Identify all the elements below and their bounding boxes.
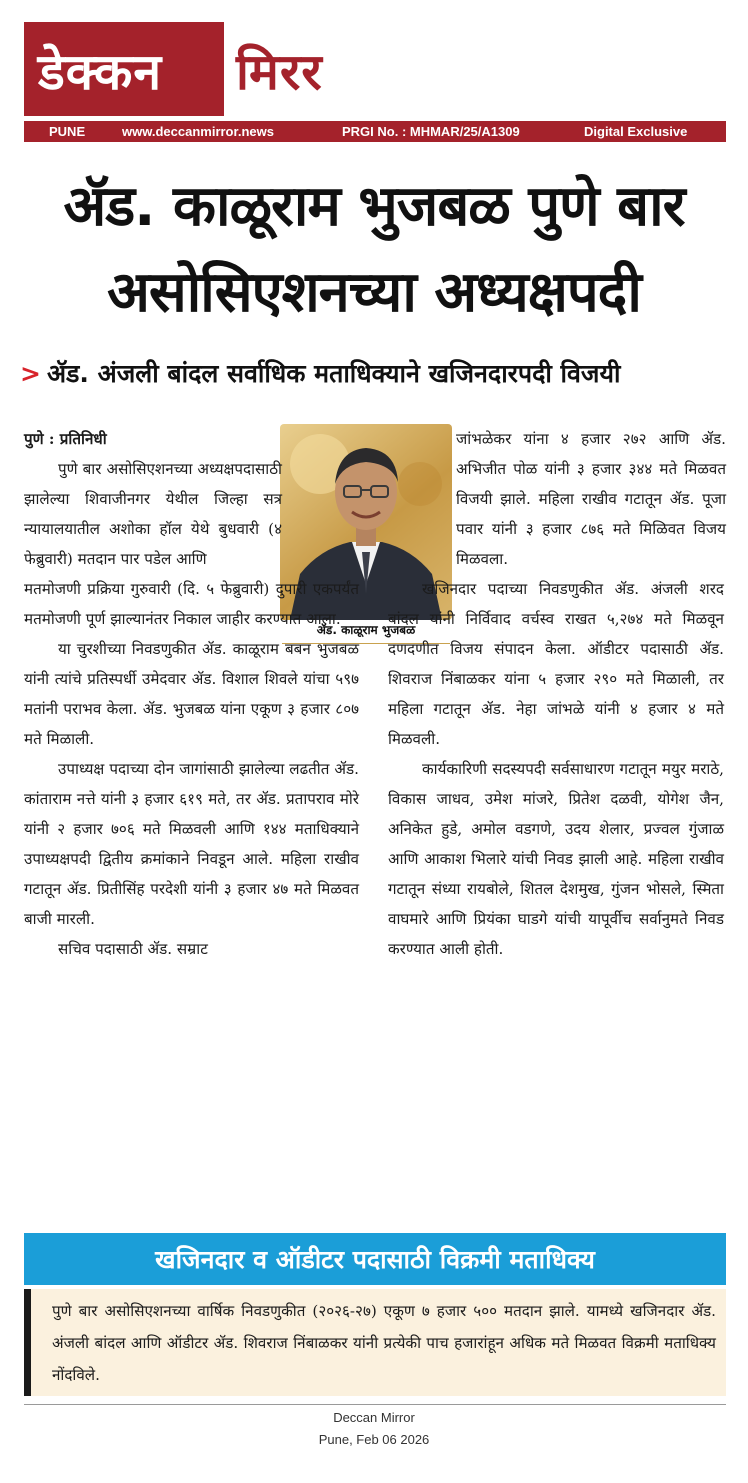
photo-caption: ॲड. काळूराम भुजबळ (316, 623, 416, 637)
highlight-accent-bar (24, 1289, 31, 1396)
masthead-logo-red: मिरर (236, 43, 323, 101)
paragraph-2: या चुरशीच्या निवडणुकीत ॲड. काळूराम बबन भुजबळ यांनी त्यांचे प्रतिस्पर्धी उमेदवार ॲड. विशाल शिवले यांचा ५९७ मतांनी पराभव केला. ॲड. भुजबळ यांना एकूण ३ हजार ८०७ मते मिळाली. (24, 640, 359, 748)
footer-place-date: Pune, Feb 06 2026 (318, 1432, 430, 1447)
masthead-website[interactable]: www.deccanmirror.news (122, 124, 274, 139)
masthead-logo-box (24, 22, 224, 116)
paragraph-1a: पुणे बार असोसिएशनच्या अध्यक्षपदासाठी झालेल्या शिवाजीनगर येथील जिल्हा सत्र न्यायालयातील अशोका हॉल येथे बुधवारी (४ फेब्रुवारी) मतदान पार पडेल आणि (24, 460, 282, 568)
article-column-right (388, 424, 724, 964)
footer-divider (24, 1404, 726, 1405)
highlight-text: पुणे बार असोसिएशनच्या वार्षिक निवडणुकीत (२०२६-२७) एकूण ७ हजार ५०० मतदान झाले. यामध्ये खजिनदार ॲड. अंजली बांदल आणि ऑडीटर ॲड. शिवराज निंबाळकर यांनी प्रत्येकी पाच हजारांहून अधिक मते मिळवत विक्रमी मताधिक्य नोंदविले. (52, 1302, 716, 1384)
masthead-city: PUNE (49, 124, 86, 139)
masthead-info-strip (24, 121, 726, 142)
highlight-title-bar (24, 1233, 726, 1285)
masthead-prgi: PRGI No. : MHMAR/25/A1309 (342, 124, 520, 139)
paragraph-3: उपाध्यक्ष पदाच्या दोन जागांसाठी झालेल्या लढतीत ॲड. कांताराम नत्ते यांनी ३ हजार ६१९ मते, तर ॲड. प्रतापराव मोरे यांनी २ हजार ७०६ मते मिळवली आणि १४४ मताधिक्याने उपाध्यक्षपदी द्वितीय क्रमांकाने निवडून आले. महिला राखीव गटातून ॲड. प्रितीसिंह परदेशी यांनी ३ हजार ४७ मते मिळवत बाजी मारली. (24, 760, 359, 928)
paragraph-6: खजिनदार पदाच्या निवडणुकीत ॲड. अंजली शरद बांदल यांनी निर्विवाद वर्चस्व राखत ५,२७४ मते मिळवून दणदणीत विजय संपादन केला. ऑडीटर पदासाठी ॲड. शिवराज निंबाळकर यांना ५ हजार २९० मते मिळाली, तर महिला गटातून ॲड. नेहा जांभळे यांनी ४ हजार ४ मते मिळवली. (388, 580, 724, 748)
dateline: पुणे : प्रतिनिधी (24, 430, 107, 448)
headline-line-2: असोसिएशनच्या अध्यक्षपदी (107, 260, 641, 325)
masthead-logo-white: डेक्कन (38, 43, 163, 101)
masthead (24, 22, 726, 116)
headline-line-1: ॲड. काळूराम भुजबळ पुणे बार (63, 174, 685, 239)
highlight-title: खजिनदार व ऑडीटर पदासाठी विक्रमी मताधिक्य (155, 1245, 595, 1274)
masthead-edition: Digital Exclusive (584, 124, 688, 139)
subheading-text: ॲड. अंजली बांदल सर्वाधिक मताधिक्याने खजिनदारपदी विजयी (46, 359, 621, 388)
subheading (20, 356, 730, 390)
paragraph-7: कार्यकारिणी सदस्यपदी सर्वसाधारण गटातून मयुर मराठे, विकास जाधव, उमेश मांजरे, प्रितेश दळवी, योगेश जैन, अनिकेत हुडे, अमोल वडगणे, उदय शेलार, प्रज्वल गुंजाळ आणि आकाश भिलारे यांची निवड झाली आहे. महिला राखीव गटातून संध्या रायबोले, शितल देशमुख, गुंजन भोसले, स्मिता वाघमारे आणि प्रियंका घाडगे यांची यापूर्वीच सर्वानुमते निवड करण्यात आली होती. (388, 760, 724, 958)
paragraph-4: सचिव पदासाठी ॲड. सम्राट (58, 940, 208, 958)
subheading-arrow-icon: > (20, 359, 41, 388)
paragraph-5: जांभळेकर यांना ४ हजार २७२ आणि ॲड. अभिजीत पोळ यांनी ३ हजार ३४४ मते मिळवत विजयी झाले. महिला राखीव गटातून ॲड. पूजा पवार यांनी ३ हजार ८७६ मते मिळिवत विजय मिळवला. (456, 430, 726, 568)
article-column-left (24, 424, 359, 964)
footer-publication: Deccan Mirror (333, 1410, 415, 1425)
paragraph-1b: मतमोजणी प्रक्रिया गुरुवारी (दि. ५ फेब्रुवारी) दुपारी एकपर्यंत मतमोजणी पूर्ण झाल्यानंतर निकाल जाहीर करण्यात आला. (24, 580, 359, 628)
highlight-box (24, 1289, 726, 1396)
